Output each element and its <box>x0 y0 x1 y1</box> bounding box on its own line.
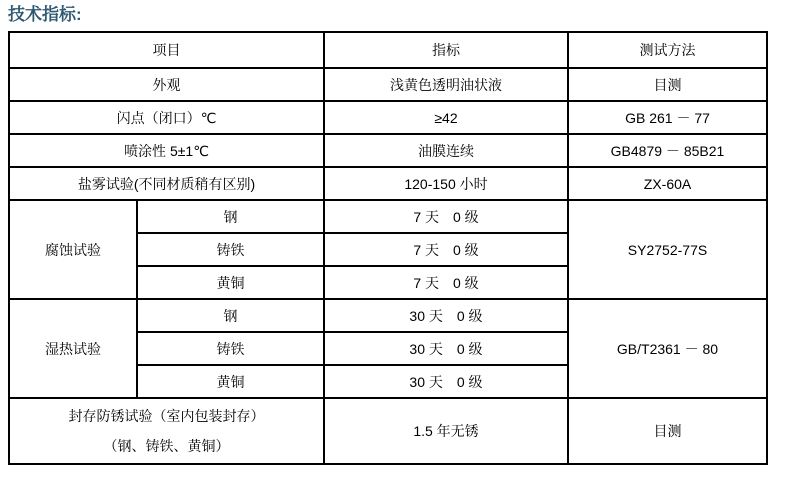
cell-salt-spray-method: ZX-60A <box>568 167 767 200</box>
row-appearance <box>9 68 767 101</box>
cell-appearance-method: 目测 <box>568 68 767 101</box>
cell-seal-rust-label-line2: （钢、铸铁、黄铜） <box>103 438 230 454</box>
cell-corrosion-brass-label: 黄铜 <box>137 266 324 299</box>
header-cell-spec: 指标 <box>324 32 568 68</box>
cell-appearance-value: 浅黄色透明油状液 <box>324 68 568 101</box>
cell-flash-point-method: GB 261 － 77 <box>568 101 767 134</box>
header-row <box>9 32 767 68</box>
cell-damp-heat-cast-iron-value: 30 天 0 级 <box>324 332 568 365</box>
cell-sprayability-value: 油膜连续 <box>324 134 568 167</box>
cell-flash-point-label: 闪点（闭口）℃ <box>9 101 324 134</box>
header-cell-method: 测试方法 <box>568 32 767 68</box>
document-page <box>0 5 794 465</box>
cell-appearance-label: 外观 <box>9 68 324 101</box>
cell-seal-rust-label <box>9 398 324 464</box>
cell-damp-heat-cast-iron-label: 铸铁 <box>137 332 324 365</box>
cell-seal-rust-label-line1: 封存防锈试验（室内包装封存） <box>68 408 265 424</box>
row-corrosion-steel <box>9 200 767 233</box>
cell-corrosion-steel-label: 钢 <box>137 200 324 233</box>
cell-salt-spray-label: 盐雾试验(不同材质稍有区别) <box>9 167 324 200</box>
row-damp-heat-steel <box>9 299 767 332</box>
cell-damp-heat-steel-label: 钢 <box>137 299 324 332</box>
cell-flash-point-value: ≥42 <box>324 101 568 134</box>
row-salt-spray <box>9 167 767 200</box>
cell-damp-heat-method: GB/T2361 － 80 <box>568 299 767 398</box>
cell-corrosion-group-label: 腐蚀试验 <box>9 200 137 299</box>
row-seal-rust-prevention <box>9 398 767 464</box>
cell-damp-heat-brass-value: 30 天 0 级 <box>324 365 568 398</box>
cell-corrosion-method: SY2752-77S <box>568 200 767 299</box>
cell-damp-heat-group-label: 湿热试验 <box>9 299 137 398</box>
cell-corrosion-cast-iron-label: 铸铁 <box>137 233 324 266</box>
cell-damp-heat-steel-value: 30 天 0 级 <box>324 299 568 332</box>
cell-sprayability-method: GB4879 － 85B21 <box>568 134 767 167</box>
row-sprayability <box>9 134 767 167</box>
cell-seal-rust-method: 目测 <box>568 398 767 464</box>
cell-corrosion-cast-iron-value: 7 天 0 级 <box>324 233 568 266</box>
cell-corrosion-brass-value: 7 天 0 级 <box>324 266 568 299</box>
cell-seal-rust-value: 1.5 年无锈 <box>324 398 568 464</box>
cell-corrosion-steel-value: 7 天 0 级 <box>324 200 568 233</box>
cell-damp-heat-brass-label: 黄铜 <box>137 365 324 398</box>
page-title: 技术指标: <box>8 5 82 24</box>
row-flash-point <box>9 101 767 134</box>
cell-sprayability-label: 喷涂性 5±1℃ <box>9 134 324 167</box>
header-cell-item: 项目 <box>9 32 324 68</box>
spec-table <box>8 31 768 465</box>
cell-salt-spray-value: 120-150 小时 <box>324 167 568 200</box>
